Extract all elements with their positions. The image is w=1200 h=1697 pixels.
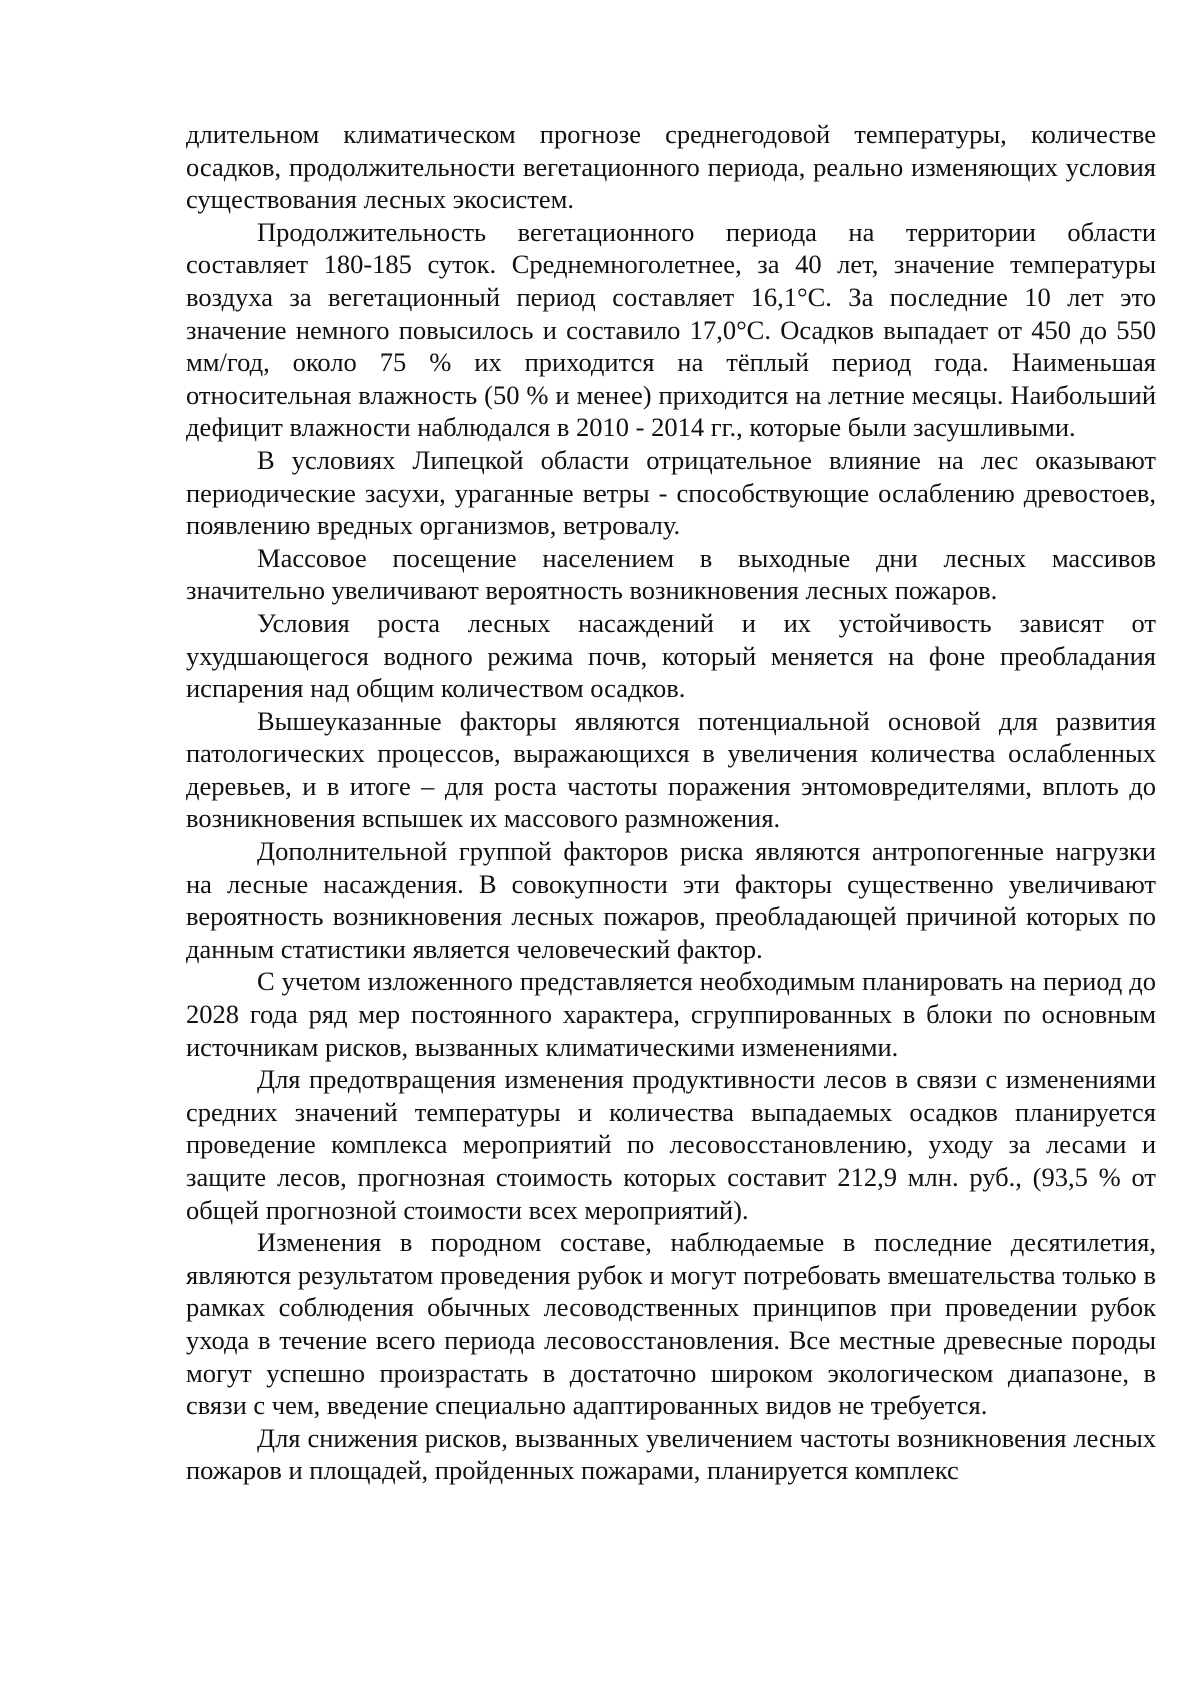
paragraph-6: Вышеуказанные факторы являются потенциальной основой для развития патологических процессов, выражающихся в увеличения количества ослабленных деревьев, и в итоге – для роста частоты поражения энтомовредителями, вплоть до возникновения вспышек их массового размножения. [186, 705, 1156, 834]
document-body [186, 118, 1156, 1487]
paragraph-5: Условия роста лесных насаждений и их устойчивость зависят от ухудшающегося водного режима почв, который меняется на фоне преобладания испарения над общим количеством осадков. [186, 607, 1156, 704]
paragraph-8: С учетом изложенного представляется необходимым планировать на период до 2028 года ряд мер постоянного характера, сгруппированных в блоки по основным источникам рисков, вызванных климатическими изменениями. [186, 966, 1156, 1062]
paragraph-7: Дополнительной группой факторов риска являются антропогенные нагрузки на лесные насаждения. В совокупности эти факторы существенно увеличивают вероятность возникновения лесных пожаров, преобладающей причиной которых по данным статистики является человеческий фактор. [186, 836, 1156, 964]
paragraph-11: Для снижения рисков, вызванных увеличением частоты возникновения лесных пожаров и площадей, пройденных пожарами, планируется комплекс [186, 1422, 1156, 1486]
paragraph-10: Изменения в породном составе, наблюдаемые в последние десятилетия, являются результатом проведения рубок и могут потребовать вмешательства только в рамках соблюдения обычных лесоводственных принципов при проведении рубок ухода в течение всего периода лесовосстановления. Все местные древесные породы могут успешно произрастать в достаточно широком экологическом диапазоне, в связи с чем, введение специально адаптированных видов не требуется. [186, 1227, 1156, 1421]
paragraph-3: В условиях Липецкой области отрицательное влияние на лес оказывают периодические засухи, ураганные ветры - способствующие ослаблению древостоев, появлению вредных организмов, ветровалу. [186, 444, 1156, 541]
paragraph-4: Массовое посещение населением в выходные дни лесных массивов значительно увеличивают вероятность возникновения лесных пожаров. [186, 542, 1156, 606]
paragraph-2: Продолжительность вегетационного периода на территории области составляет 180-185 суток. Среднемноголетнее, за 40 лет, значение температуры воздуха за вегетационный период составляет 16,1°С. За последние 10 лет это значение немного повысилось и составило 17,0°С. Осадков выпадает от 450 до 550 мм/год, около 75 % их приходится на тёплый период года. Наименьшая относительная влажность (50 % и менее) приходится на летние месяцы. Наибольший дефицит влажности наблюдался в 2010 - 2014 гг., которые были засушливыми. [186, 216, 1156, 443]
paragraph-9: Для предотвращения изменения продуктивности лесов в связи с изменениями средних значений температуры и количества выпадаемых осадков планируется проведение комплекса мероприятий по лесовосстановлению, уходу за лесами и защите лесов, прогнозная стоимость которых составит 212,9 млн. руб., (93,5 % от общей прогнозной стоимости всех мероприятий). [186, 1064, 1156, 1225]
paragraph-1: длительном климатическом прогнозе среднегодовой температуры, количестве осадков, продолжительности вегетационного периода, реально изменяющих условия существования лесных экосистем. [186, 119, 1156, 215]
